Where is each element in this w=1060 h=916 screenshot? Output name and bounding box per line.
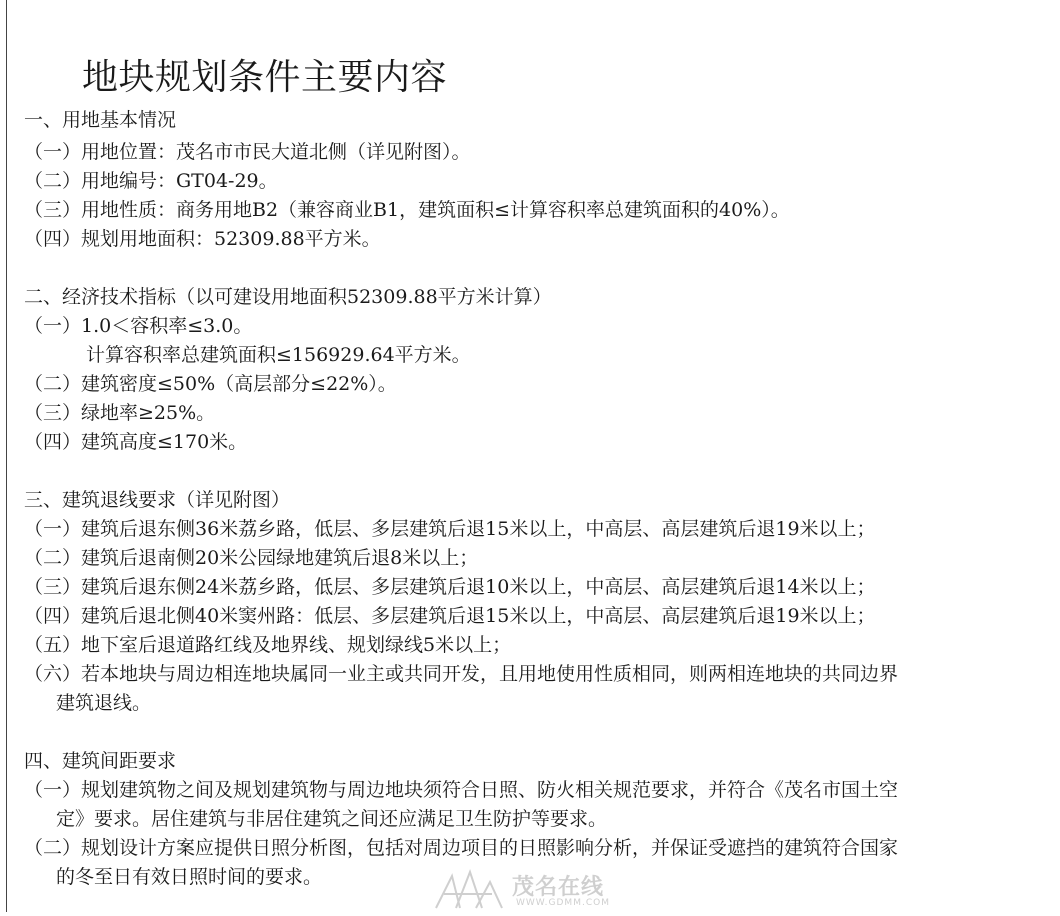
section-heading-2: 二、经济技术指标（以可建设用地面积52309.88平方米计算）	[24, 286, 552, 308]
paragraph-line: （三）建筑后退东侧24米荔乡路，低层、多层建筑后退10米以上，中高层、高层建筑后退14米以上；	[24, 576, 876, 598]
building-logo-icon	[430, 868, 510, 912]
page-left-border	[6, 0, 7, 912]
paragraph-line: （五）地下室后退道路红线及地界线、规划绿线5米以上；	[24, 634, 512, 656]
paragraph-line: （二）建筑后退南侧20米公园绿地建筑后退8米以上；	[24, 547, 479, 569]
paragraph-line: 建筑退线。	[56, 692, 152, 714]
paragraph-line: （二）规划设计方案应提供日照分析图，包括对周边项目的日照影响分析，并保证受遮挡的建筑符合国家	[24, 837, 899, 859]
paragraph-line: （四）建筑后退北侧40米窦州路：低层、多层建筑后退15米以上，中高层、高层建筑后退19米以上；	[24, 605, 876, 627]
watermark-url: WWW.GDMM.COM	[516, 898, 610, 908]
section-heading-4: 四、建筑间距要求	[24, 750, 177, 772]
document-title: 地块规划条件主要内容	[82, 57, 448, 98]
section-heading-3: 三、建筑退线要求（详见附图）	[24, 489, 291, 511]
paragraph-line: （一）1.0＜容积率≤3.0。	[24, 315, 253, 337]
paragraph-line: （四）规划用地面积：52309.88平方米。	[24, 228, 381, 250]
paragraph-line: （一）建筑后退东侧36米荔乡路，低层、多层建筑后退15米以上，中高层、高层建筑后退19米以上；	[24, 518, 876, 540]
paragraph-line: 的冬至日有效日照时间的要求。	[56, 866, 323, 888]
paragraph-line: 计算容积率总建筑面积≤156929.64平方米。	[86, 344, 471, 366]
paragraph-line: （三）绿地率≥25%。	[24, 402, 216, 424]
paragraph-line: （六）若本地块与周边相连地块属同一业主或共同开发，且用地使用性质相同，则两相连地块的共同边界	[24, 663, 899, 685]
paragraph-line: （三）用地性质：商务用地B2（兼容商业B1，建筑面积≤计算容积率总建筑面积的40%）。	[24, 199, 790, 221]
paragraph-line: （二）用地编号：GT04-29。	[24, 170, 278, 192]
watermark	[430, 868, 640, 912]
paragraph-line: （二）建筑密度≤50%（高层部分≤22%）。	[24, 373, 397, 395]
watermark-text: 茂名在线	[512, 875, 605, 900]
paragraph-line: 定》要求。居住建筑与非居住建筑之间还应满足卫生防护等要求。	[56, 808, 608, 830]
paragraph-line: （一）规划建筑物之间及规划建筑物与周边地块须符合日照、防火相关规范要求，并符合《茂名市国土空	[24, 779, 899, 801]
paragraph-line: （四）建筑高度≤170米。	[24, 431, 248, 453]
section-heading-1: 一、用地基本情况	[24, 109, 177, 131]
paragraph-line: （一）用地位置：茂名市市民大道北侧（详见附图）。	[24, 141, 471, 163]
